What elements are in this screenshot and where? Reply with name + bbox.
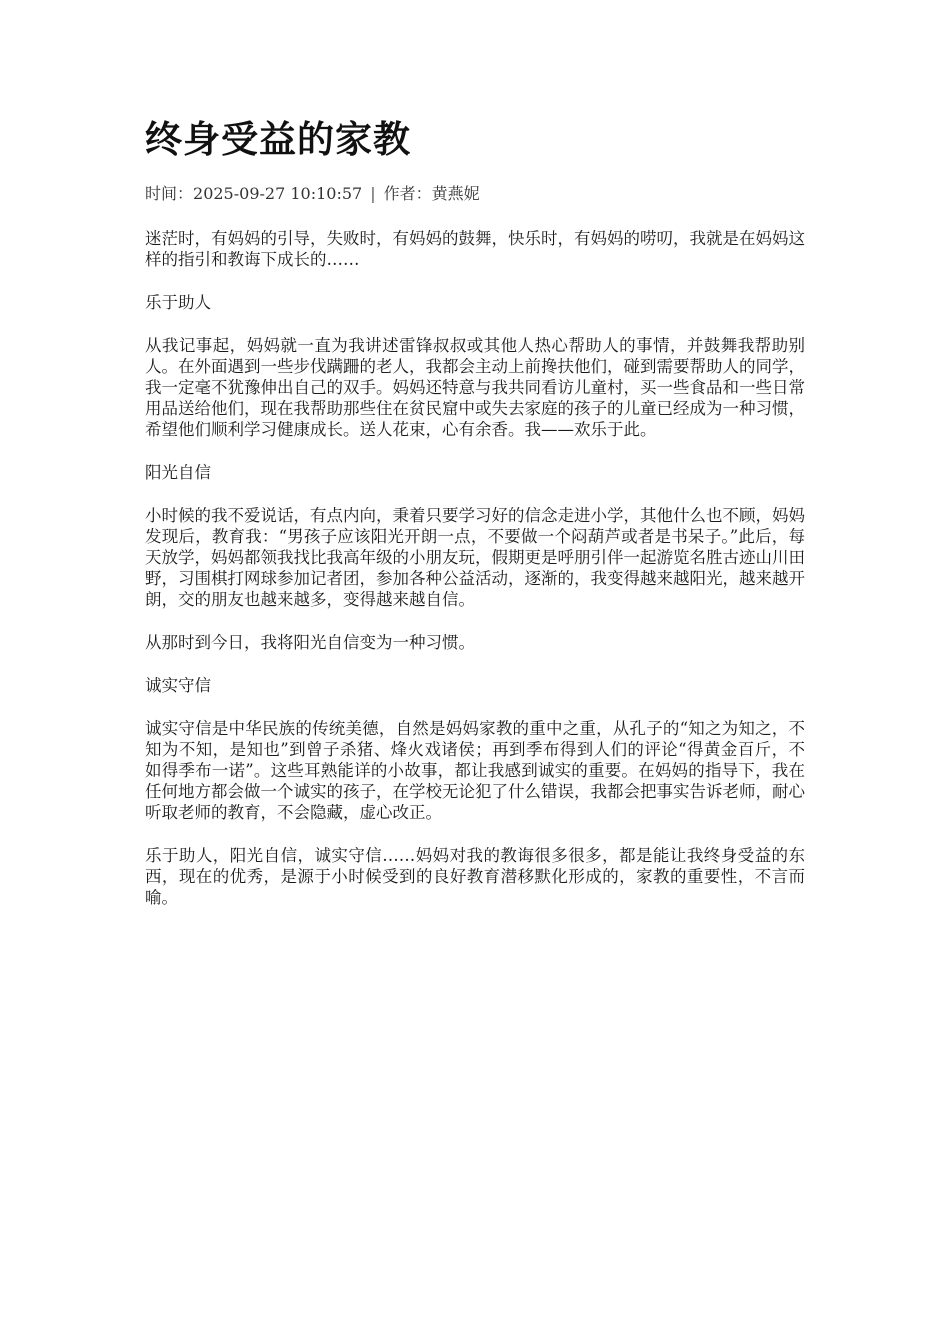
paragraph-honesty: 诚实守信是中华民族的传统美德，自然是妈妈家教的重中之重，从孔子的“知之为知之，不知为不知，是知也”到曾子杀猪、烽火戏诸侯；再到季布得到人们的评论“得黄金百斤，不如得季布一诺”。这些耳熟能详的小故事，都让我感到诚实的重要。在妈妈的指导下，我在任何地方都会做一个诚实的孩子，在学校无论犯了什么错误，我都会把事实告诉老师，耐心听取老师的教育，不会隐藏，虚心改正。 [145, 719, 805, 822]
paragraph-confidence: 小时候的我不爱说话，有点内向，秉着只要学习好的信念走进小学，其他什么也不顾，妈妈发现后，教育我：“男孩子应该阳光开朗一点，不要做一个闷葫芦或者是书呆子。”此后，每天放学，妈妈都领我找比我高年级的小朋友玩，假期更是呼朋引伴一起游览名胜古迹山川田野，习围棋打网球参加记者团，参加各种公益活动，逐渐的，我变得越来越阳光，越来越开朗，交的朋友也越来越多，变得越来越自信。 [145, 506, 805, 609]
paragraph-intro: 迷茫时，有妈妈的引导，失败时，有妈妈的鼓舞，快乐时，有妈妈的唠叨，我就是在妈妈这样的指引和教诲下成长的…… [145, 229, 805, 269]
article-title: 终身受益的家教 [145, 118, 411, 161]
section-heading-honesty: 诚实守信 [145, 676, 211, 695]
section-heading-helping: 乐于助人 [145, 293, 211, 312]
meta-separator: | [370, 184, 376, 203]
paragraph-helping: 从我记事起，妈妈就一直为我讲述雷锋叔叔或其他人热心帮助人的事情，并鼓舞我帮助别人。在外面遇到一些步伐蹒跚的老人，我都会主动上前搀扶他们，碰到需要帮助人的同学，我一定毫不犹豫伸出自己的双手。妈妈还特意与我共同看访儿童村，买一些食品和一些日常用品送给他们，现在我帮助那些住在贫民窟中或失去家庭的孩子的儿童已经成为一种习惯，希望他们顺利学习健康成长。送人花束，心有余香。我——欢乐于此。 [145, 336, 805, 439]
time-label: 时间： [145, 184, 194, 203]
paragraph-confidence-habit: 从那时到今日，我将阳光自信变为一种习惯。 [145, 633, 475, 652]
author-name: 黄燕妮 [431, 184, 480, 203]
paragraph-conclusion: 乐于助人，阳光自信，诚实守信……妈妈对我的教诲很多很多，都是能让我终身受益的东西，现在的优秀，是源于小时候受到的良好教育潜移默化形成的，家教的重要性，不言而喻。 [145, 846, 805, 907]
section-heading-confidence: 阳光自信 [145, 463, 211, 482]
author-label: 作者： [383, 184, 432, 203]
article-meta [145, 182, 805, 206]
article [145, 112, 805, 930]
publish-time: 2025-09-27 10:10:57 [193, 184, 363, 203]
